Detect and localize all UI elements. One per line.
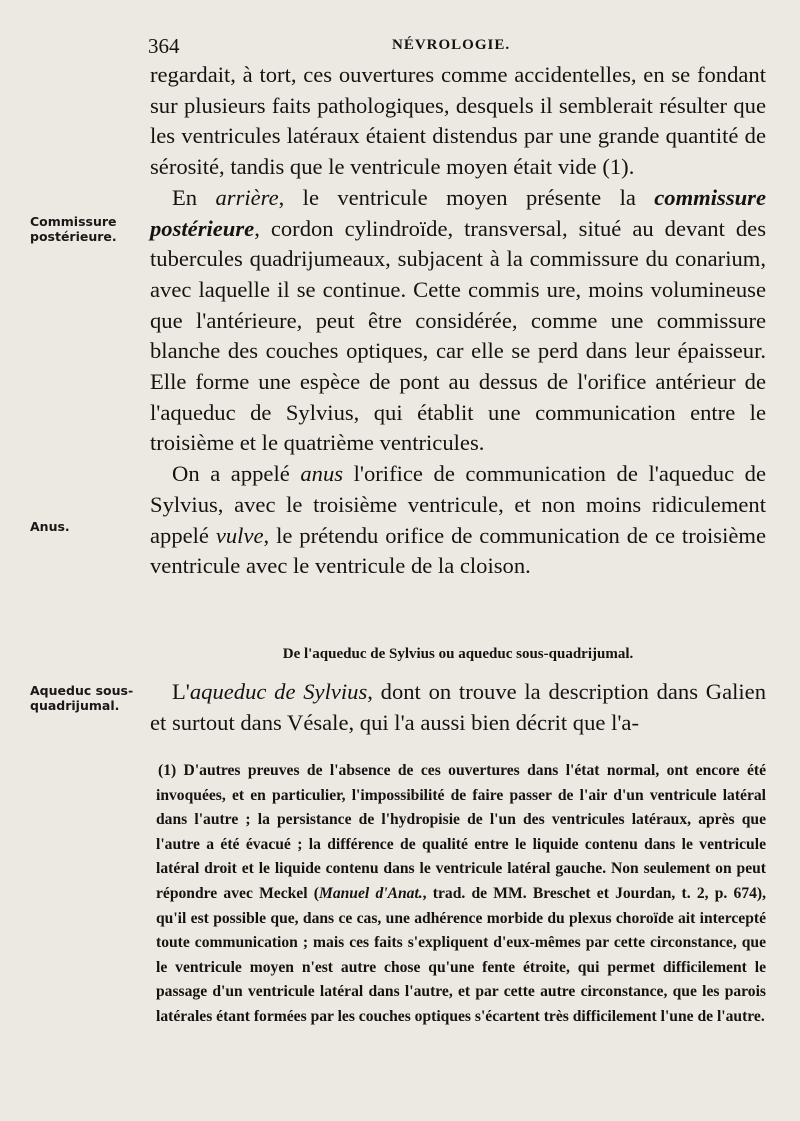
show-through-bleed: [40, 140, 150, 154]
paragraph-1: regardait, à tort, ces ouvertures comme accidentelles, en se fondant sur plusieurs faits pathologiques, desquels il semblerait résulter que les ventricules latéraux étaient distendus par une grande quantité de sérosité, tandis que le ventricule moyen était vide (1).: [150, 62, 766, 180]
margin-note-commissure: Commissure postérieure.: [30, 214, 117, 244]
page-header: [148, 34, 768, 58]
footnote: [156, 759, 766, 1030]
paragraph-2: En arrière, le ventricule moyen présente la commissure postérieure, cordon cylindroïde, transversal, situé au devant des tubercules quadrijumeaux, subjacent à la commissure du conarium, avec laquelle il se continue. Cette commis ure, moins volumineuse que l'antérieure, peut être considérée, comme une commissure blanche des couches optiques, car elle se perd dans leur épaisseur. Elle forme une espèce de pont au dessus de l'orifice antérieur de l'aqueduc de Sylvius, qui établit une communication entre le troisième et le quatrième ventricules.: [150, 184, 767, 456]
main-text-upper: [150, 60, 766, 582]
footnote-text: (1) D'autres preuves de l'absence de ces ouvertures dans l'état normal, ont encore été invoquées, et en particulier, l'impossibilité de faire passer de l'air d'un ventricule latéral dans l'autre ; la persistance de l'hydropisie de l'un des ventricules latéraux, après que l'autre a été évacué ; la différence de qualité entre le liquide contenu dans le ventricule latéral droit et le liquide contenu dans le ventricule latéral gauche. Non seulement on peut répondre avec Meckel (Manuel d'Anat., trad. de MM. Breschet et Jourdan, t. 2, p. 674), qu'il est possible que, dans ce cas, une adhérence morbide du plexus choroïde ait intercepté toute communication ; mais ces faits s'expliquent d'eux-mêmes par cette circonstance, que le ventricule moyen n'est autre chose qu'une fente étroite, qui permet difficilement le passage d'un ventricule latéral dans l'autre, et par cette autre circonstance, que les parois latérales étant formées par les couches optiques s'écartent très difficilement l'une de l'autre.: [156, 762, 766, 1025]
paragraph-4: L'aqueduc de Sylvius, dont on trouve la description dans Galien et surtout dans Vésale, qui l'a aussi bien décrit que l'a-: [150, 679, 766, 735]
page-number: 364: [148, 34, 180, 58]
margin-note-anus: Anus.: [30, 519, 70, 534]
section-subheading: De l'aqueduc de Sylvius ou aqueduc sous-quadrijumal.: [282, 646, 634, 662]
paragraph-3: On a appelé anus l'orifice de communication de l'aqueduc de Sylvius, avec le troisième ventricule, et non moins ridiculement appelé vulve, le prétendu orifice de communication de ce troisième ventricule avec le ventricule de la cloison.: [150, 461, 767, 579]
margin-note-aqueduc: Aqueduc sous-quadrijumal.: [30, 683, 134, 713]
running-title: NÉVROLOGIE.: [392, 37, 511, 53]
main-text-lower: [150, 677, 766, 738]
